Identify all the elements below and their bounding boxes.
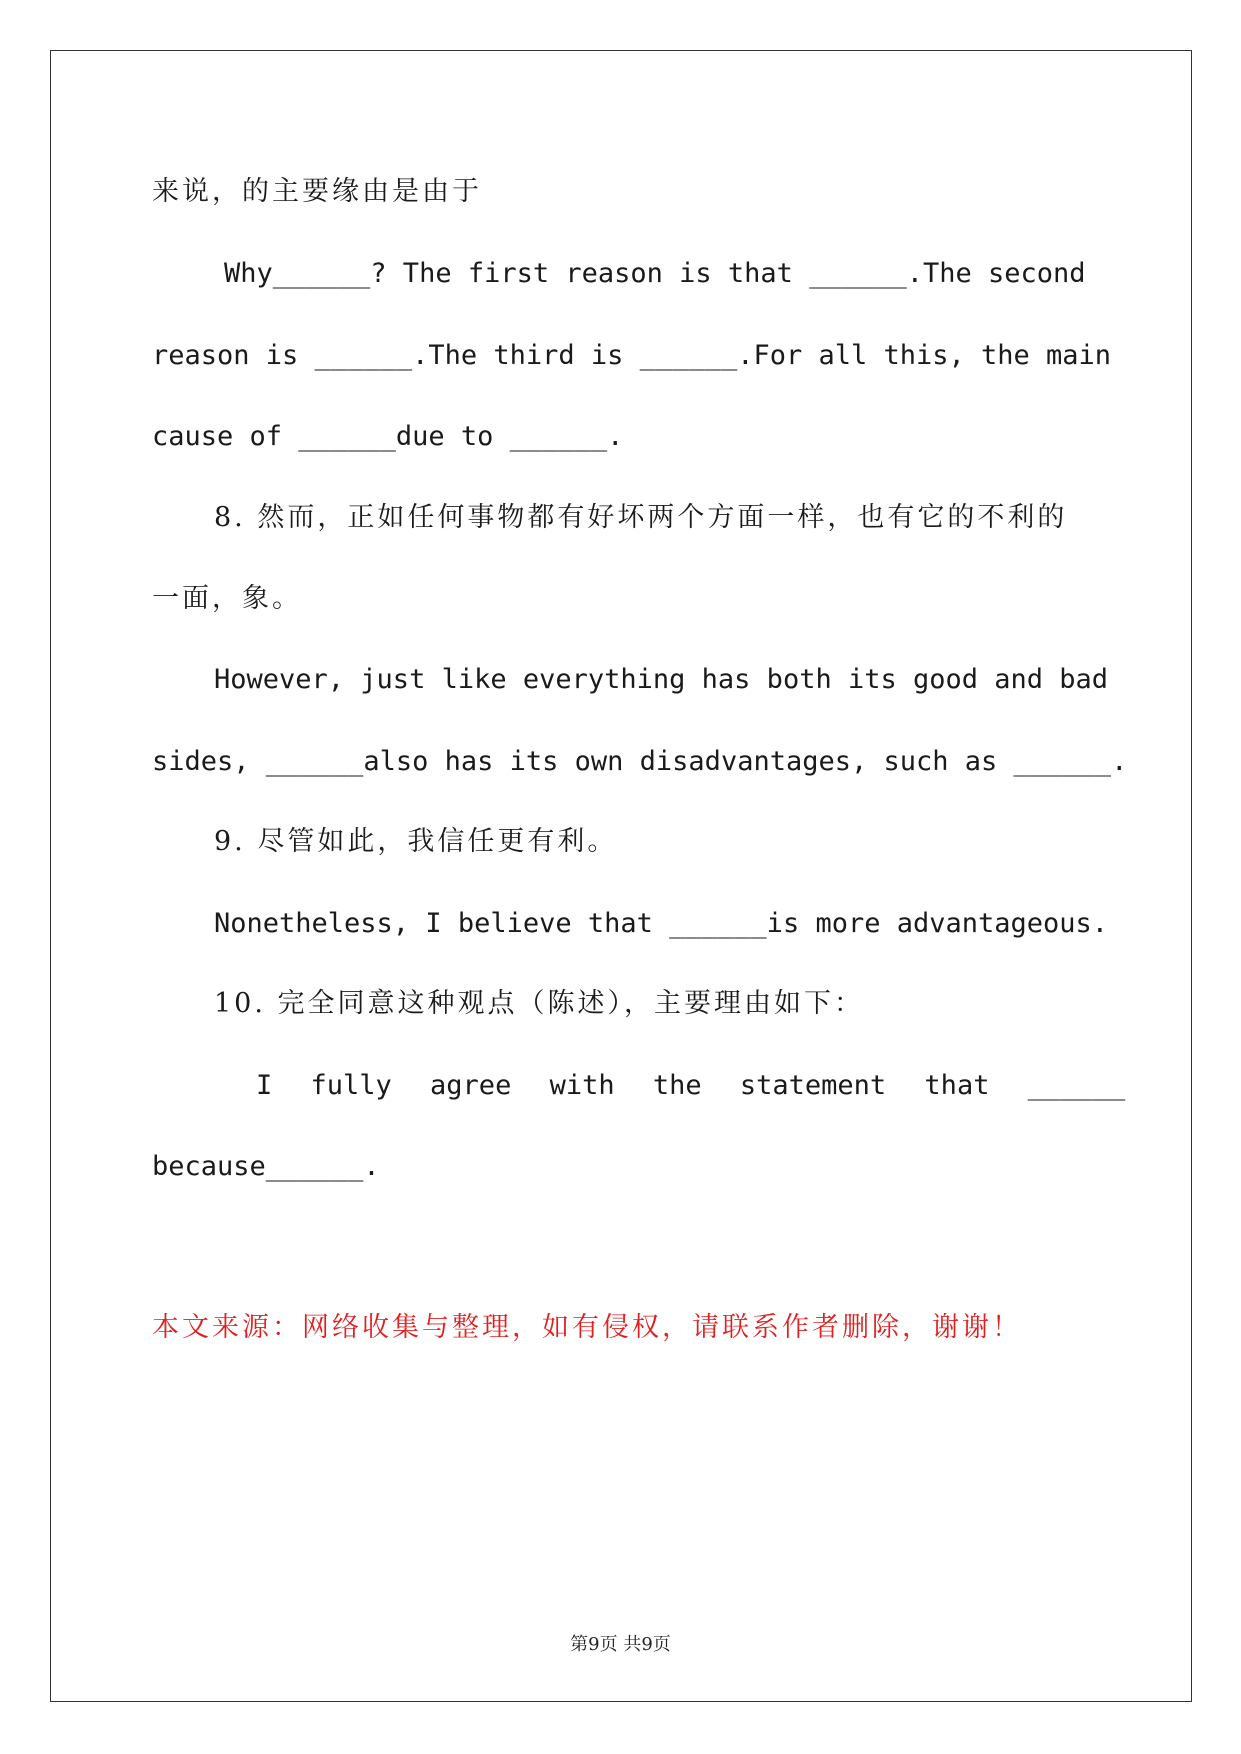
paragraph-line: 8. 然而，正如任何事物都有好坏两个方面一样，也有它的不利的 [214, 502, 1068, 533]
paragraph-line: 10. 完全同意这种观点（陈述），主要理由如下： [214, 988, 865, 1019]
paragraph-line: 来说，的主要缘由是由于 [152, 176, 482, 207]
paragraph-line: 一面，象。 [152, 583, 302, 614]
page-number-footer: 第9页 共9页 [570, 1634, 671, 1655]
paragraph-line: I fully agree with the statement that ______ [256, 1070, 1126, 1101]
paragraph-line: reason is ______.The third is ______.For all this, the main [152, 340, 1112, 371]
paragraph-line: sides, ______also has its own disadvantages, such as ______. [152, 746, 1128, 777]
paragraph-line: However, just like everything has both its good and bad [214, 664, 1109, 695]
paragraph-line: cause of ______due to ______. [152, 421, 624, 452]
paragraph-line: because______. [152, 1151, 380, 1182]
page-border [50, 50, 1192, 1702]
paragraph-line: 9. 尽管如此，我信任更有利。 [214, 826, 618, 857]
paragraph-line: Nonetheless, I believe that ______is more advantageous. [214, 908, 1109, 939]
source-note: 本文来源：网络收集与整理，如有侵权，请联系作者删除，谢谢！ [152, 1312, 1022, 1343]
paragraph-line: Why______? The first reason is that ______.The second [224, 258, 1086, 289]
